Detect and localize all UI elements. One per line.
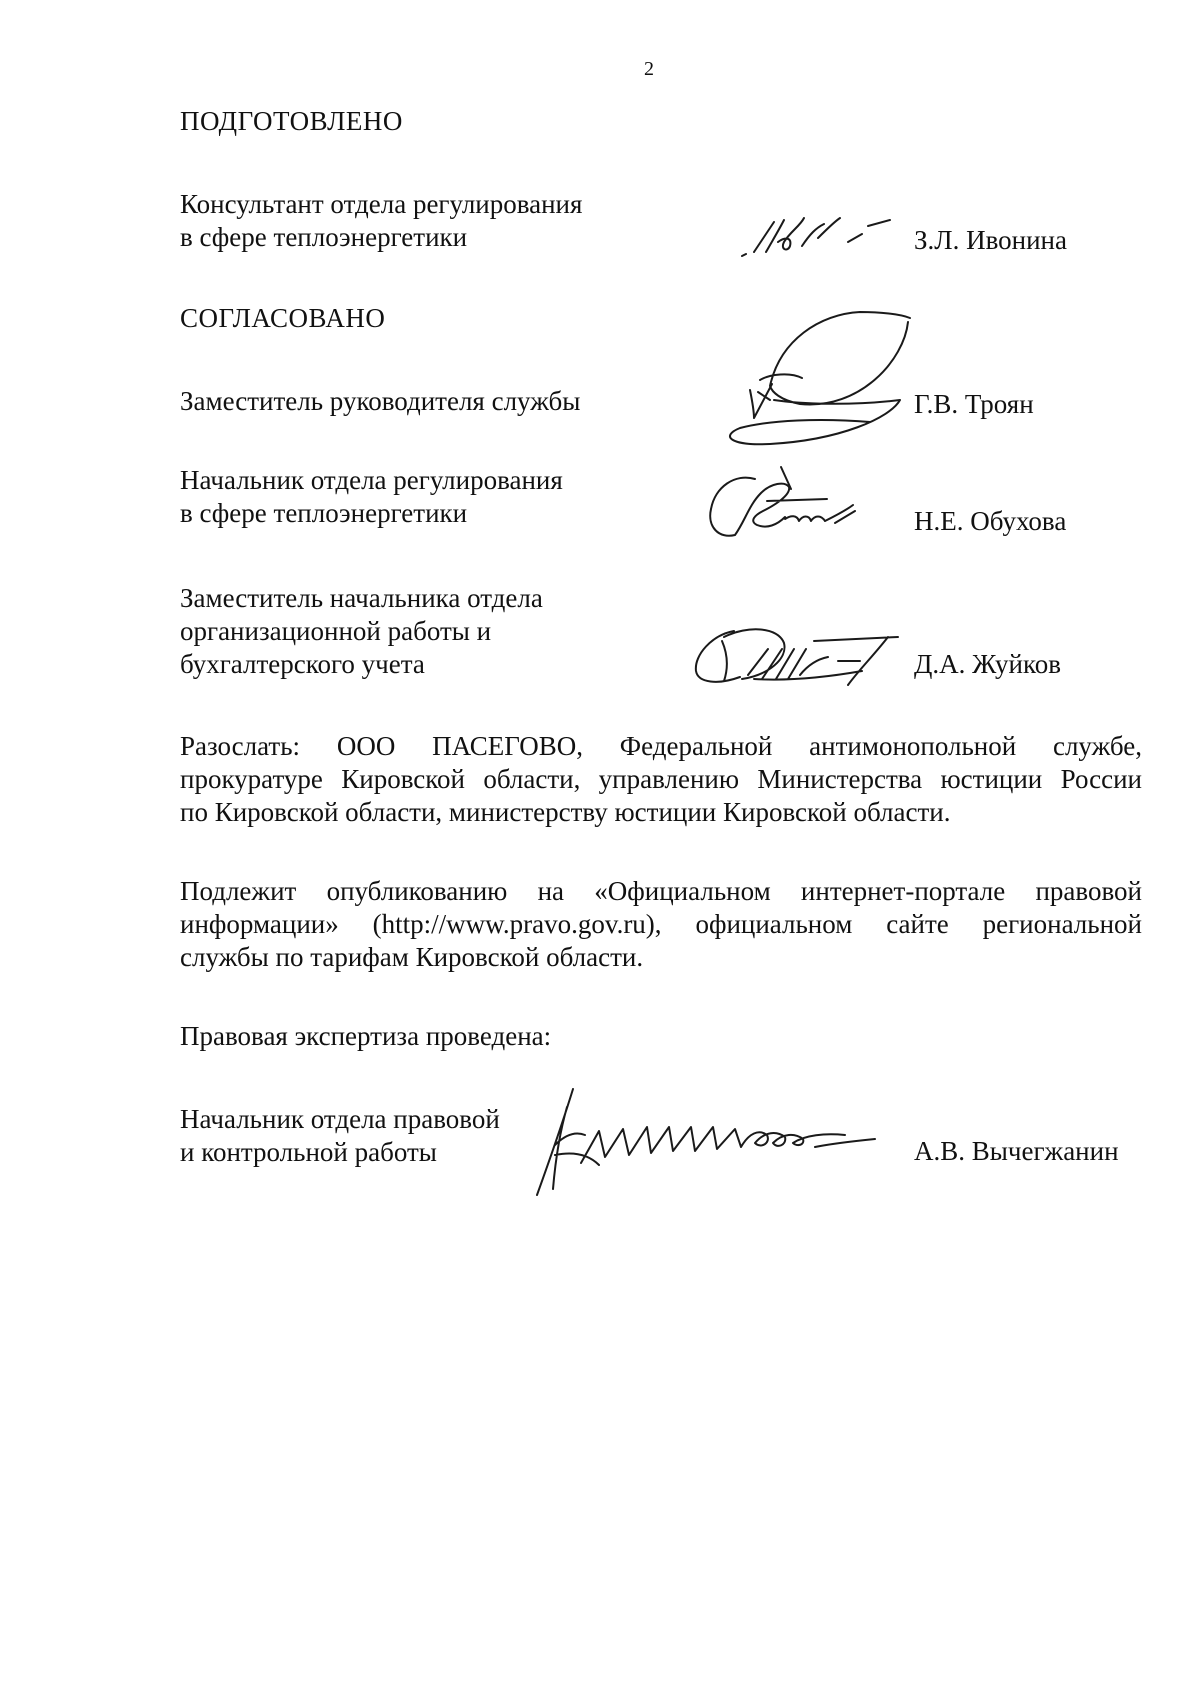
- signature-zhuykov: [688, 615, 918, 695]
- signature-ivonina: [740, 212, 910, 262]
- agreed-signatory-2-position: [180, 464, 563, 530]
- agreed-signatory-3-name: Д.А. Жуйков: [914, 649, 1061, 679]
- publication-line: информации» (http://www.pravo.gov.ru), официальном сайте региональной: [180, 909, 1142, 939]
- signature-troyan: [710, 300, 920, 470]
- legal-review-position-line: Начальник отдела правовой: [180, 1104, 500, 1134]
- page-number: 2: [644, 58, 654, 80]
- legal-review-statement: Правовая экспертиза проведена:: [180, 1021, 552, 1051]
- signatory-position-line: организационной работы и: [180, 616, 492, 646]
- distribution-paragraph: [180, 730, 1142, 829]
- distribution-line: по Кировской области, министерству юстиции Кировской области.: [180, 797, 951, 827]
- distribution-line: прокуратуре Кировской области, управлению Министерства юстиции России: [180, 764, 1142, 794]
- prepared-position: [180, 188, 582, 254]
- prepared-position-line: Консультант отдела регулирования: [180, 189, 583, 219]
- signatory-position-line: бухгалтерского учета: [180, 649, 425, 679]
- agreed-signatory-1-name: Г.В. Троян: [914, 389, 1034, 419]
- publication-line: службы по тарифам Кировской области.: [180, 942, 644, 972]
- signatory-position-line: Начальник отдела регулирования: [180, 465, 563, 495]
- publication-line: Подлежит опубликованию на «Официальном интернет-портале правовой: [180, 876, 1142, 906]
- agreed-signatory-3-position: [180, 582, 543, 681]
- agreed-heading: СОГЛАСОВАНО: [180, 303, 386, 333]
- legal-review-position: [180, 1103, 500, 1169]
- agreed-signatory-2-name: Н.Е. Обухова: [914, 506, 1067, 536]
- agreed-signatory-1-position: [180, 385, 580, 418]
- legal-review-position-line: и контрольной работы: [180, 1137, 437, 1167]
- signatory-position-line: Заместитель начальника отдела: [180, 583, 543, 613]
- signature-obukhova: [705, 465, 875, 545]
- legal-review-name: А.В. Вычегжанин: [914, 1136, 1119, 1166]
- signatory-position-line: в сфере теплоэнергетики: [180, 498, 468, 528]
- signature-vychegzhanin: [515, 1085, 885, 1200]
- signatory-position-line: Заместитель руководителя службы: [180, 386, 581, 416]
- prepared-heading: ПОДГОТОВЛЕНО: [180, 106, 403, 136]
- prepared-name: З.Л. Ивонина: [914, 225, 1067, 255]
- prepared-position-line: в сфере теплоэнергетики: [180, 222, 468, 252]
- distribution-line: Разослать: ООО ПАСЕГОВО, Федеральной антимонопольной службе,: [180, 731, 1142, 761]
- publication-paragraph: [180, 875, 1142, 974]
